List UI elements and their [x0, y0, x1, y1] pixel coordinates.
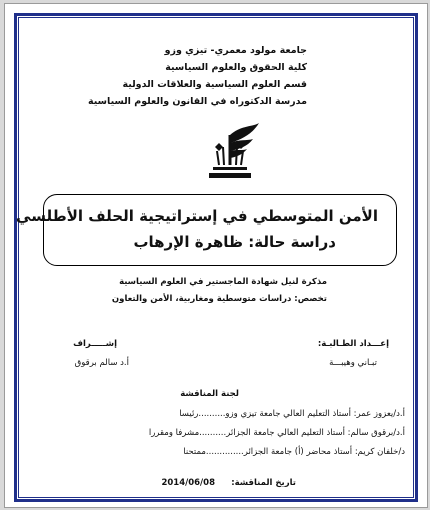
committee-member-supervisor: أ.د/برقوق سالم: أستاذ التعليم العالي جامعة الجزائر..........مشرفا ومقررا: [148, 428, 405, 438]
document-page: [4, 3, 428, 508]
defense-date: 2014/06/08: [161, 478, 215, 488]
committee-member-president: أ.د/يعزوز عمر: أستاذ التعليم العالي جامعة تيزي وزو..........رئيسا: [179, 409, 405, 419]
supervisor-name: أ.د سالم برقوق: [74, 358, 129, 368]
thesis-title-box: [16, 194, 397, 266]
student-name: تبـاني وهيبـــة: [329, 358, 377, 368]
doctoral-school-name: مدرسة الدكتوراه في القانون والعلوم السياسية: [88, 96, 307, 107]
thesis-purpose: مذكرة لنيل شهادة الماجستير في العلوم السياسية: [119, 277, 327, 287]
student-label: إعـــداد الطـالبـة:: [317, 339, 389, 349]
defense-date-label: تاريخ المناقشة:: [231, 478, 296, 488]
department-name: قسم العلوم السياسية والعلاقات الدولية: [122, 79, 307, 90]
university-logo-icon: [195, 117, 265, 185]
committee-member-examiner: د/خلفان كريم: أستاذ محاضر (أ) جامعة الجزائر..............ممتحنا: [183, 447, 405, 457]
supervisor-label: إشـــــراف: [73, 339, 117, 349]
university-name: جامعة مولود معمري- تيزي وزو: [164, 45, 307, 56]
thesis-title-line1: الأمن المتوسطي في إستراتيجية الحلف الأطلسي: [16, 207, 378, 225]
thesis-specialty: تخصص: دراسات متوسطية ومغاربية، الأمن والتعاون: [111, 294, 327, 304]
thesis-title-line2: دراسة حالة: ظاهرة الإرهاب: [133, 233, 336, 251]
faculty-name: كلية الحقوق والعلوم السياسية: [165, 62, 307, 73]
committee-title: لجنة المناقشة: [180, 389, 239, 399]
